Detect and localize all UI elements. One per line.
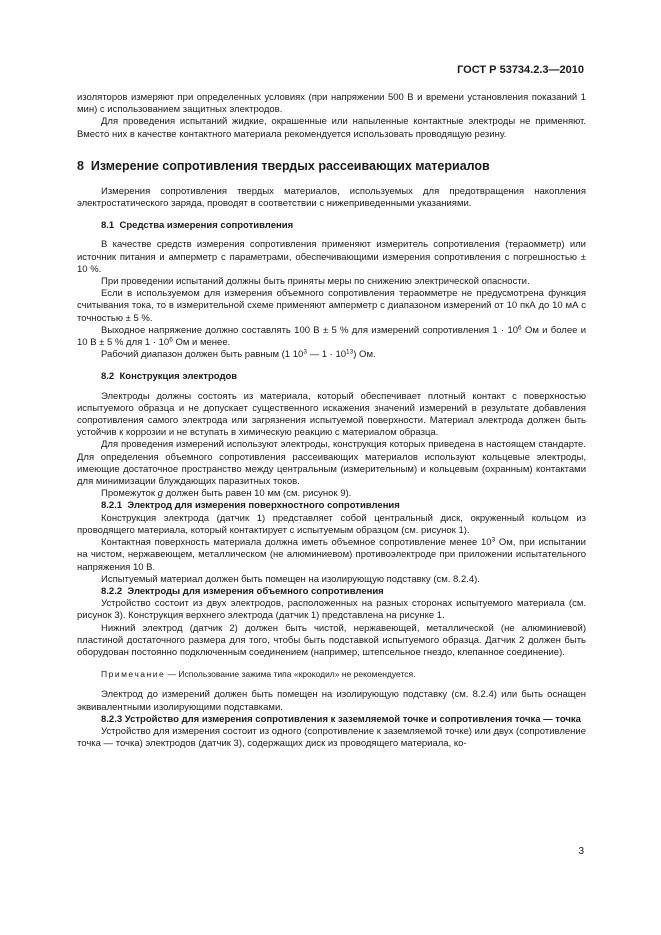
subsection-title: Средства измерения сопротивления: [119, 220, 294, 232]
paragraph: Контактная поверхность материала должна иметь объемное сопротивление менее $10^3$ Ом, при испытании на чистом, нержавеющем, металлическом (не алюминиевом) противоэлектроде при приложении испытательного напряжения 10 В.: [77, 536, 586, 573]
paragraph: В качестве средств измерения сопротивления применяют измеритель сопротивления (тераомметр) или источник питания и амперметр с параметрами, обеспечивающими измерения сопротивления с погрешностью ± 10 %.: [77, 239, 586, 275]
subsection-heading-8-2: [77, 371, 586, 383]
paragraph: Выходное напряжение должно составлять 100 В ± 5 % для измерений сопротивления $1 \cdot 10^6$ Ом и более и 10 В ± 5 % для $1 \cdot 10^6$ Ом и менее.: [77, 324, 587, 349]
document-body: [77, 92, 586, 750]
subsection-heading-8-2-2: 8.2.2 Электроды для измерения объемного сопротивления: [101, 585, 384, 597]
page-number: 3: [578, 846, 584, 857]
note-label: Примечание: [101, 669, 166, 680]
subsection-number: 8.1: [101, 220, 115, 232]
paragraph: Измерения сопротивления твердых материалов, используемых для предотвращения накопления электростатического заряда, проводят в соответствии с нижеприведенными указаниями.: [77, 185, 586, 210]
paragraph: Испытуемый материал должен быть помещен на изолирующую подставку (см. 8.2.4).: [101, 573, 480, 585]
section-number: 8: [77, 158, 84, 173]
section-title: Измерение сопротивления твердых рассеивающих материалов: [90, 158, 490, 173]
paragraph: Рабочий диапазон должен быть равным (1 $10^3$ — $1 \cdot 10^{13}$) Ом.: [101, 348, 376, 361]
paragraph: изоляторов измеряют при определенных условиях (при напряжении 500 В и времени установления показаний 1 мин) с использованием защитных электродов.: [77, 92, 586, 116]
note-text: — Использование зажима типа «крокодил» не рекомендуется.: [165, 669, 416, 680]
paragraph: Для проведения измерений используют электроды, конструкция которых приведена в настоящем стандарте. Для определения объемного сопротивления рассеивающих материалов используют кольцевые электроды, имеющие достаточное пространство между центральным (измерительным) и кольцевым (охранным) контактами для минимизации блуждающих паразитных токов.: [77, 439, 586, 488]
paragraph: Для проведения испытаний жидкие, окрашенные или напыленные контактные электроды не применяют. Вместо них в качестве контактного материала рекомендуется использовать проводящую резину.: [77, 116, 586, 140]
paragraph: Устройство состоит из двух электродов, расположенных на разных сторонах испытуемого материала (см. рисунок 3). Конструкция верхнего электрода (датчик 1) представлена на рисунке 1.: [77, 598, 586, 622]
subsection-heading-8-2-3: 8.2.3 Устройство для измерения сопротивления к заземляемой точке и сопротивления точка — точка: [101, 713, 581, 725]
paragraph: При проведении испытаний должны быть приняты меры по снижению электрической опасности.: [101, 276, 530, 288]
paragraph: Электрод до измерений должен быть помещен на изолирующую подставку (см. 8.2.4) или быть оснащен эквивалентными изолирующими подставками.: [77, 689, 586, 713]
paragraph: Если в используемом для измерения объемного сопротивления тераомметре не предусмотрена функция считывания тока, то в измерительной схеме применяют амперметр с диапазоном измерений от 10 пкА до 10 мА с точностью ± 5 %.: [77, 288, 586, 324]
paragraph: Устройство для измерения состоит из одного (сопротивление к заземляемой точке) или двух (сопротивление точка — точка) электродов (датчик 3), содержащих диск из проводящего материала, ко-: [77, 725, 586, 750]
paragraph: Нижний электрод (датчик 2) должен быть чистой, нержавеющей, металлической (не алюминиевой) пластиной достаточного размера для того, чтобы быть подставкой испытуемого образца. Датчик 2 должен быть оборудован постоянно подключенным соединением (например, штепсельное гнездо, клепанное соединение).: [77, 622, 586, 658]
paragraph: Электроды должны состоять из материала, который обеспечивает плотный контакт с поверхностью испытуемого образца и не допускает существенного искажения значений измерений в результате добавления сопротивления самого электрода или загрязнения испытуемой поверхности. Материал электрода должен быть устойчив к коррозии и не вступать в химическую реакцию с материалом образца.: [77, 390, 586, 439]
subsection-title: Конструкция электродов: [119, 371, 238, 383]
subsection-number: 8.2: [101, 371, 115, 383]
paragraph: Промежуток g должен быть равен 10 мм (см. рисунок 9).: [101, 488, 352, 500]
standard-header: ГОСТ Р 53734.2.3—2010: [457, 64, 584, 76]
section-heading-8: [77, 159, 586, 174]
subsection-heading-8-1: [77, 220, 586, 232]
subsection-heading-8-2-1: 8.2.1 Электрод для измерения поверхностного сопротивления: [101, 500, 400, 512]
paragraph: Конструкция электрода (датчик 1) представляет собой центральный диск, окруженный кольцом из проводящего материала, который контактирует с испытуемым образцом (см. рисунок 1).: [77, 512, 586, 536]
note: [77, 668, 586, 680]
